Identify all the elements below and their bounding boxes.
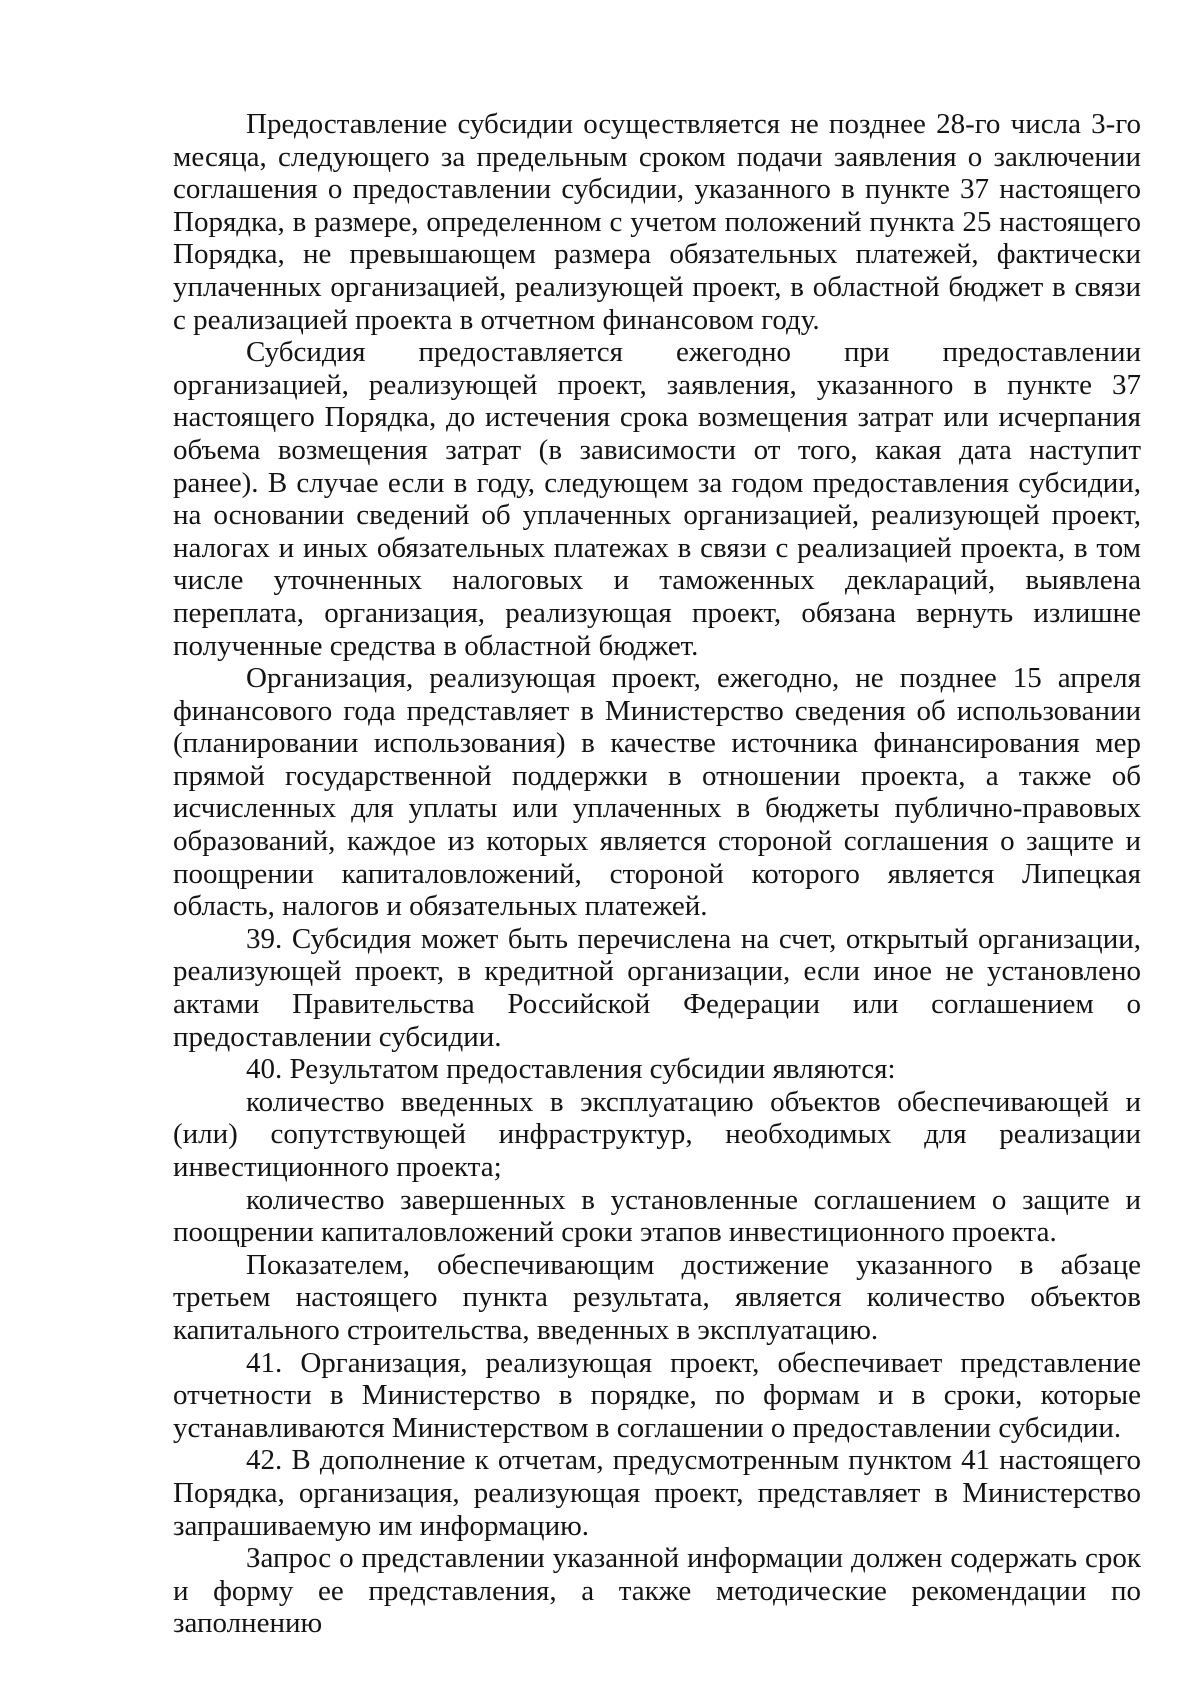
paragraph-result-stages: количество завершенных в установленные соглашением о защите и поощрении капиталовложений сроки этапов инвестиционного проекта. <box>173 1183 1141 1249</box>
paragraph-item-40: 40. Результатом предоставления субсидии являются: <box>246 1053 896 1086</box>
document-page <box>173 108 1141 1640</box>
paragraph-item-41: 41. Организация, реализующая проект, обеспечивает представление отчетности в Министерство в порядке, по формам и в сроки, которые устанавливаются Министерством в соглашении о предоставлении субсидии. <box>173 1346 1141 1444</box>
paragraph-subsidy-timing: Предоставление субсидии осуществляется не позднее 28-го числа 3-го месяца, следующего за предельным сроком подачи заявления о заключении соглашения о предоставлении субсидии, указанного в пункте 37 настоящего Порядка, в размере, определенном с учетом положений пункта 25 настоящего Порядка, не превышающем размера обязательных платежей, фактически уплаченных организацией, реализующей проект, в областной бюджет в связи с реализацией проекта в отчетном финансовом году. <box>173 108 1141 336</box>
paragraph-annual-report: Организация, реализующая проект, ежегодно, не позднее 15 апреля финансового года представляет в Министерство сведения об использовании (планировании использования) в качестве источника финансирования мер прямой государственной поддержки в отношении проекта, а также об исчисленных для уплаты или уплаченных в бюджеты публично-правовых образований, каждое из которых является стороной соглашения о защите и поощрении капиталовложений, стороной которого является Липецкая область, налогов и обязательных платежей. <box>173 662 1141 923</box>
paragraph-item-42: 42. В дополнение к отчетам, предусмотренным пунктом 41 настоящего Порядка, организация, реализующая проект, представляет в Министерство запрашиваемую им информацию. <box>173 1444 1141 1542</box>
paragraph-result-objects: количество введенных в эксплуатацию объектов обеспечивающей и (или) сопутствующей инфраструктур, необходимых для реализации инвестиционного проекта; <box>173 1085 1141 1183</box>
paragraph-item-39: 39. Субсидия может быть перечислена на счет, открытый организации, реализующей проект, в кредитной организации, если иное не установлено актами Правительства Российской Федерации или соглашением о предоставлении субсидии. <box>173 922 1141 1053</box>
paragraph-annual-subsidy: Субсидия предоставляется ежегодно при предоставлении организацией, реализующей проект, заявления, указанного в пункте 37 настоящего Порядка, до истечения срока возмещения затрат или исчерпания объема возмещения затрат (в зависимости от того, какая дата наступит ранее). В случае если в году, следующем за годом предоставления субсидии, на основании сведений об уплаченных организацией, реализующей проект, налогах и иных обязательных платежах в связи с реализацией проекта, в том числе уточненных налоговых и таможенных деклараций, выявлена переплата, организация, реализующая проект, обязана вернуть излишне полученные средства в областной бюджет. <box>173 336 1141 662</box>
paragraph-request: Запрос о представлении указанной информации должен содержать срок и форму ее представления, а также методические рекомендации по заполнению <box>173 1542 1141 1640</box>
paragraph-indicator: Показателем, обеспечивающим достижение указанного в абзаце третьем настоящего пункта результата, является количество объектов капитального строительства, введенных в эксплуатацию. <box>173 1248 1141 1346</box>
